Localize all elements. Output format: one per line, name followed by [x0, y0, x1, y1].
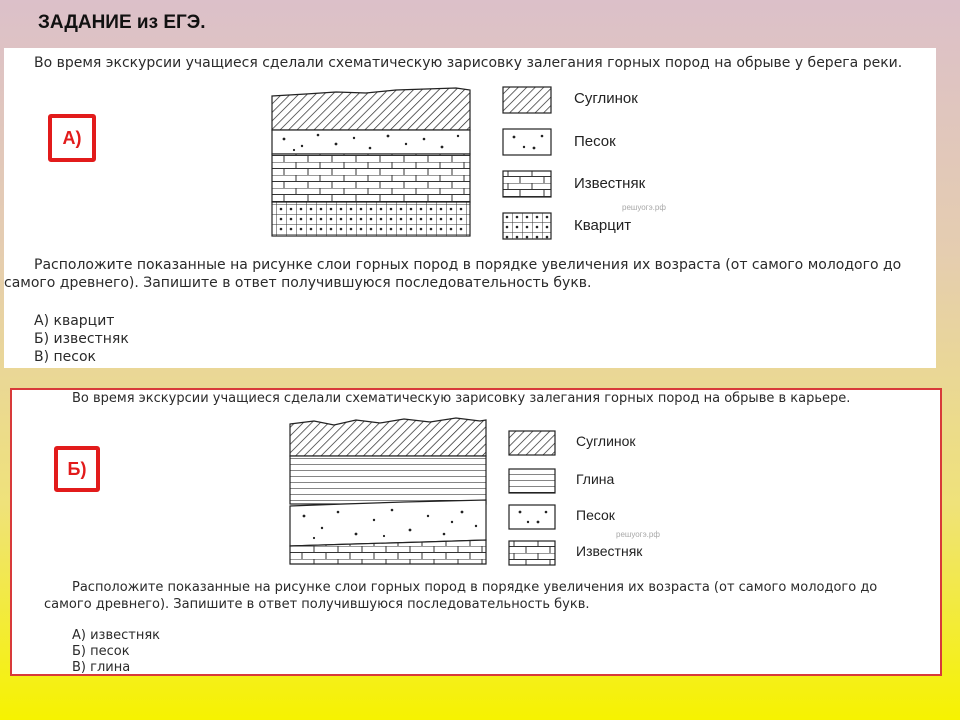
legend-a-label-loam: Суглинок	[574, 90, 638, 107]
task-a-question-line2: самого древнего). Запишите в ответ получившуюся последовательность букв.	[4, 275, 592, 291]
task-a-intro: Во время экскурсии учащиеся сделали схематическую зарисовку залегания горных пород на обрыве у берега реки.	[34, 55, 903, 71]
legend-a-limestone-swatch	[502, 170, 552, 198]
sand-layer	[272, 130, 470, 154]
task-b-panel	[10, 388, 942, 676]
task-a-question-line1: Расположите показанные на рисунке слои горных пород в порядке увеличения их возраста (от самого молодого до	[34, 257, 902, 273]
slide-title: ЗАДАНИЕ из ЕГЭ.	[38, 12, 206, 33]
legend-a-sand-swatch	[502, 128, 552, 156]
legend-a-label-sand: Песок	[574, 133, 616, 150]
task-b-intro: Во время экскурсии учащиеся сделали схематическую зарисовку залегания горных пород на обрыве в карьере.	[72, 391, 851, 406]
legend-b-label-loam: Суглинок	[576, 433, 636, 449]
task-b-answer-option: А) известняк	[72, 628, 161, 643]
legend-b-clay-swatch	[508, 468, 556, 494]
task-a-answer-list	[34, 312, 129, 366]
task-a-panel	[4, 48, 936, 368]
loam-layer	[290, 418, 486, 456]
legend-b-sand-swatch	[508, 504, 556, 530]
limestone-layer	[272, 154, 470, 202]
legend-a-loam-swatch	[502, 86, 552, 114]
task-b-answer-option: В) глина	[72, 660, 131, 675]
legend-b-label-clay: Глина	[576, 471, 615, 487]
legend-a-label-limestone: Известняк	[574, 175, 646, 192]
legend-b-label-limestone: Известняк	[576, 543, 643, 559]
task-a-answer-option: Б) известняк	[34, 331, 129, 347]
clay-layer	[290, 456, 486, 504]
legend-b-limestone-swatch	[508, 540, 556, 566]
quartzite-layer	[272, 202, 470, 236]
task-a-badge: А)	[48, 114, 96, 162]
task-a-answer-option: В) песок	[34, 349, 97, 365]
task-b-answer-list	[72, 628, 160, 676]
task-a-rock-section	[266, 84, 474, 240]
legend-a-quartzite-swatch	[502, 212, 552, 240]
task-b-question-line2: самого древнего). Запишите в ответ получившуюся последовательность букв.	[44, 597, 590, 612]
task-a-answer-option: А) кварцит	[34, 313, 115, 329]
task-b-rock-section	[284, 416, 490, 566]
loam-layer	[272, 88, 470, 130]
task-b-answer-option: Б) песок	[72, 644, 130, 659]
sand-layer	[290, 500, 486, 546]
legend-a-label-quartzite: Кварцит	[574, 217, 632, 234]
task-b-watermark: решуогэ.рф	[616, 530, 660, 539]
task-b-badge: Б)	[54, 446, 100, 492]
task-a-watermark: решуогэ.рф	[622, 203, 666, 212]
legend-b-loam-swatch	[508, 430, 556, 456]
legend-b-label-sand: Песок	[576, 507, 615, 523]
task-b-question-line1: Расположите показанные на рисунке слои горных пород в порядке увеличения их возраста (от самого молодого до	[72, 580, 878, 595]
